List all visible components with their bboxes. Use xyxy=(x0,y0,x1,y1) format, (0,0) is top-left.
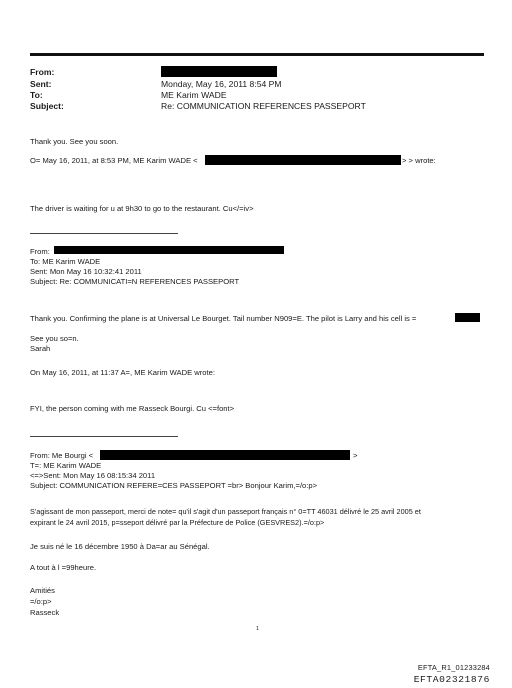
body-line-3: The driver is waiting for u at 9h30 to go to the restaurant. Cu</=iv> xyxy=(30,204,254,213)
body-line-2a: O= May 16, 2011, at 8:53 PM, ME Karim WADE < xyxy=(30,156,198,165)
subject-value: Re: COMMUNICATION REFERENCES PASSEPORT xyxy=(161,101,366,111)
body-line-11: A tout à l =99heure. xyxy=(30,563,97,572)
body-line-9b: expirant le 24 avril 2015, p=sseport délivré par la Préfecture de Police (GESVRES2).=/o:p> xyxy=(30,518,325,527)
body-line-6: Sarah xyxy=(30,344,51,353)
quote1-from: From: xyxy=(30,247,50,256)
body-line-1: Thank you. See you soon. xyxy=(30,137,119,146)
sent-value: Monday, May 16, 2011 8:54 PM xyxy=(161,79,282,89)
efta-stamp-2: EFTA02321876 xyxy=(413,674,490,685)
header-rule xyxy=(30,53,484,56)
separator-2 xyxy=(30,436,178,437)
quote2-to: T=: ME Karim WADE xyxy=(30,461,102,470)
body-line-13: =/o:p> xyxy=(30,597,52,606)
quote2-sent: <=>Sent: Mon May 16 08:15:34 2011 xyxy=(30,471,156,480)
quote1-to: To: ME Karim WADE xyxy=(30,257,101,266)
body-line-8: FYI, the person coming with me Rasseck Bourgi. Cu <=font> xyxy=(30,404,235,413)
from-label: From: xyxy=(30,67,55,77)
to-value: ME Karim WADE xyxy=(161,90,227,100)
quote1-sent: Sent: Mon May 16 10:32:41 2011 xyxy=(30,267,142,276)
body-line-10: Je suis né le 16 décembre 1950 à Da=ar au Sénégal. xyxy=(30,542,210,551)
redaction-quote2-from xyxy=(100,450,350,460)
redaction-email-1 xyxy=(205,155,401,165)
body-line-5: See you so=n. xyxy=(30,334,79,343)
subject-label: Subject: xyxy=(30,101,64,111)
quote2-subject: Subject: COMMUNICATION REFERE=CES PASSEPORT =br> Bonjour Karim,=/o:p> xyxy=(30,481,318,490)
redaction-from xyxy=(161,66,277,77)
body-line-7: On May 16, 2011, at 11:37 A=, ME Karim WADE wrote: xyxy=(30,368,215,377)
efta-stamp-1: EFTA_R1_01233284 xyxy=(417,663,490,672)
to-label: To: xyxy=(30,90,43,100)
redaction-quote1-from xyxy=(54,246,284,254)
sent-label: Sent: xyxy=(30,79,52,89)
quote1-subject: Subject: Re: COMMUNICATI=N REFERENCES PASSEPORT xyxy=(30,277,240,286)
redaction-cell xyxy=(455,313,480,322)
body-line-14: Rasseck xyxy=(30,608,60,617)
separator-1 xyxy=(30,233,178,234)
page-number: 1 xyxy=(256,626,260,632)
body-line-9a: S'agissant de mon passeport, merci de note= qu'il s'agit d'un passeport français n° 0=TT 46031 délivré le 25 avril 2005 et xyxy=(30,507,421,516)
quote2-from: From: Me Bourgi < xyxy=(30,451,94,460)
body-line-12: Amitiés xyxy=(30,586,55,595)
body-line-4: Thank you. Confirming the plane is at Universal Le Bourget. Tail number N909=E. The pilot is Larry and his cell is = xyxy=(30,314,417,323)
quote2-from-end: > xyxy=(353,451,358,460)
body-line-2b: > > wrote: xyxy=(402,156,436,165)
